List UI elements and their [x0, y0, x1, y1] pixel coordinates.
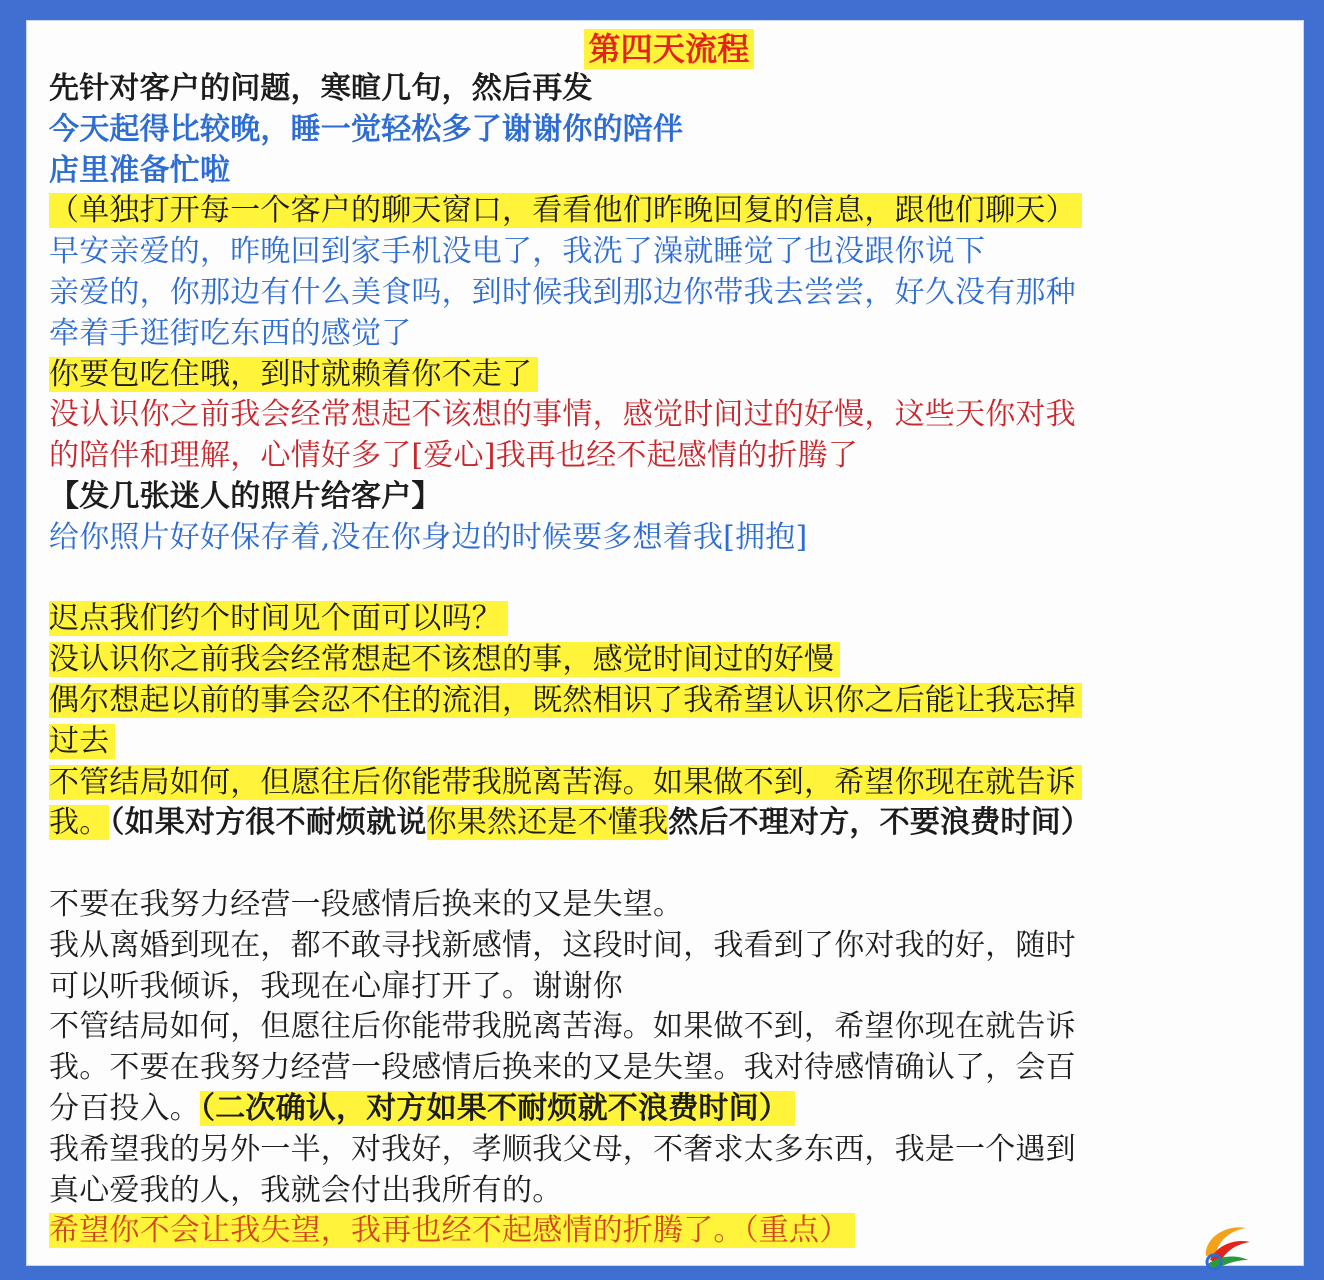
message-line: 店里准备忙啦 [49, 152, 231, 188]
message-line-highlighted [49, 599, 1289, 640]
page-title: 第四天流程 [584, 29, 753, 69]
message-line: 的陪伴和理解，心情好多了[爱心]我再也经不起感情的折腾了 [49, 438, 859, 474]
message-line-highlighted [49, 681, 1289, 722]
instruction-text: （如果对方很不耐烦就说 [109, 805, 427, 841]
highlight-text: 你要包吃住哦，到时就赖着你不走了 [49, 357, 538, 392]
colorful-swirl-logo-icon [1196, 1216, 1256, 1272]
instruction-line-highlighted [49, 191, 1289, 232]
message-line: 不要在我努力经营一段感情后换来的又是失望。 [49, 886, 684, 922]
message-line: 早安亲爱的，昨晚回到家手机没电了，我洗了澡就睡觉了也没跟你说下 [49, 234, 986, 270]
highlight-text: 没认识你之前我会经常想起不该想的事，感觉时间过的好慢 [49, 642, 840, 677]
message-line: 牵着手逛街吃东西的感觉了 [49, 315, 412, 351]
document-content [49, 29, 1289, 1252]
highlight-text: 我。 [49, 805, 110, 841]
instruction-line: 【发几张迷人的照片给客户】 [49, 478, 442, 514]
mixed-line [49, 803, 1289, 844]
watermark-text [1240, 1248, 1246, 1269]
mixed-line [49, 1089, 1289, 1130]
message-line: 不管结局如何，但愿往后你能带我脱离苦海。如果做不到，希望你现在就告诉 [49, 1009, 1076, 1045]
blank-line [49, 559, 1289, 600]
blank-line [49, 844, 1289, 885]
message-line: 我。不要在我努力经营一段感情后换来的又是失望。我对待感情确认了，会百 [49, 1050, 1076, 1086]
message-line-highlighted [49, 640, 1289, 681]
document-page [26, 20, 1304, 1266]
highlight-text: 希望你不会让我失望，我再也经不起感情的折腾了。（重点） [49, 1213, 855, 1248]
message-line: 给你照片好好保存着,没在你身边的时候要多想着我[拥抱] [49, 519, 808, 555]
highlight-text: 迟点我们约个时间见个面可以吗？ [49, 601, 508, 636]
instruction-line: 先针对客户的问题，寒暄几句，然后再发 [49, 71, 593, 106]
highlight-instruction: （二次确认，对方如果不耐烦就不浪费时间） [200, 1091, 795, 1126]
message-line: 真心爱我的人，我就会付出我所有的。 [49, 1172, 563, 1208]
key-line-highlighted [49, 1211, 1289, 1252]
instruction-text: 然后不理对方，不要浪费时间） [668, 805, 1092, 841]
highlight-text: 偶尔想起以前的事会忍不住的流泪，既然相识了我希望认识你之后能让我忘掉 [49, 683, 1082, 718]
title-row [49, 29, 1289, 69]
message-line: 今天起得比较晚，睡一觉轻松多了谢谢你的陪伴 [49, 111, 684, 147]
message-line-highlighted [49, 722, 1289, 763]
message-text: 分百投入。 [49, 1090, 200, 1126]
message-line-highlighted [49, 355, 1289, 396]
highlight-text: 过去 [49, 724, 115, 759]
message-line: 没认识你之前我会经常想起不该想的事情，感觉时间过的好慢，这些天你对我 [49, 397, 1076, 433]
message-line: 可以听我倾诉，我现在心扉打开了。谢谢你 [49, 968, 623, 1004]
highlight-text: 不管结局如何，但愿往后你能带我脱离苦海。如果做不到，希望你现在就告诉 [49, 765, 1082, 800]
message-line: 我从离婚到现在，都不敢寻找新感情，这段时间，我看到了你对我的好，随时 [49, 927, 1076, 963]
message-line-highlighted [49, 763, 1289, 804]
message-line: 我希望我的另外一半，对我好，孝顺我父母，不奢求太多东西，我是一个遇到 [49, 1131, 1076, 1167]
message-line: 亲爱的，你那边有什么美食吗，到时候我到那边你带我去尝尝，好久没有那种 [49, 274, 1076, 310]
highlight-text: （单独打开每一个客户的聊天窗口，看看他们昨晚回复的信息，跟他们聊天） [49, 193, 1082, 228]
highlight-text: 你果然还是不懂我 [426, 805, 669, 841]
